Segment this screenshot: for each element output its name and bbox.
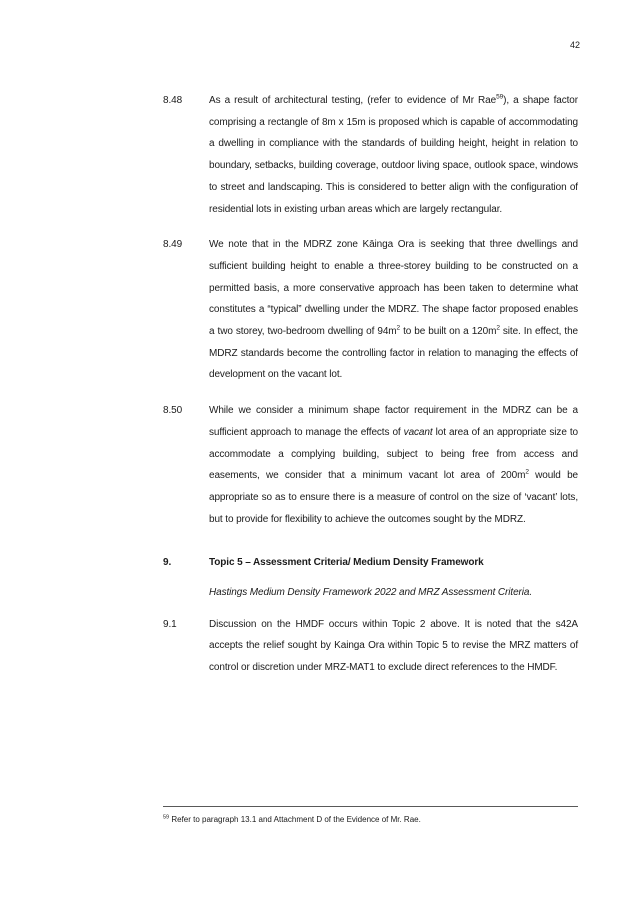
page-number: 42 <box>569 40 580 50</box>
paragraph-number: 9.1 <box>163 618 177 630</box>
paragraph-8-48 <box>163 90 578 220</box>
paragraph-text: We note that in the MDRZ zone Kāinga Ora is seeking that three dwellings and sufficient building height to enable a three-storey building to be constructed on a permitted basis, a more conservative approach has been taken to determine what constitutes a “typical” dwelling under the MDRZ. The shape factor proposed enables a two storey, two-bedroom dwelling of $94m^2$ to be built on a $120m^2$ site. In effect, the MDRZ standards become the controlling factor in relation to managing the effects of development on the vacant lot. <box>209 239 578 381</box>
paragraph-text: While we consider a minimum shape factor requirement in the MDRZ can be a sufficient approach to manage the effects of vacant lot area of an appropriate size to accommodate a complying building, subject to being free from access and easements, we consider that a minimum vacant lot area of $200m^2$ would be appropriate so as to ensure there is a measure of control on the size of ‘vacant’ lots, but to provide for flexibility to achieve the outcomes sought by the MDRZ. <box>209 405 578 525</box>
footnote-area <box>163 806 578 825</box>
section-number: 9. <box>163 557 172 569</box>
section-9-subtitle <box>163 582 578 604</box>
section-subtitle: Hastings Medium Density Framework 2022 and MRZ Assessment Criteria. <box>209 587 533 599</box>
footnote-marker: 59 <box>163 814 170 821</box>
section-title: Topic 5 – Assessment Criteria/ Medium Density Framework <box>209 557 484 569</box>
paragraph-8-50 <box>163 400 578 530</box>
paragraph-9-1 <box>163 614 578 679</box>
subtitle-spacer <box>163 582 209 604</box>
section-9-heading <box>163 552 578 574</box>
paragraph-text: Discussion on the HMDF occurs within Topic 2 above. It is noted that the s42A accepts the relief sought by Kainga Ora within Topic 5 to revise the MRZ matters of control or discretion under MRZ-MAT1 to exclude direct references to the HMDF. <box>209 618 578 674</box>
page-content <box>163 90 578 693</box>
paragraph-8-49 <box>163 234 578 386</box>
paragraph-number: 8.50 <box>163 405 183 417</box>
footnote-text: Refer to paragraph 13.1 and Attachment D of the Evidence of Mr. Rae. <box>169 815 421 824</box>
footnote-59 <box>163 814 578 825</box>
paragraph-number: 8.49 <box>163 239 183 251</box>
paragraph-text: As a result of architectural testing, (refer to evidence of Mr Rae$^{59}$), a shape factor comprising a rectangle of 8m x 15m is proposed which is capable of accommodating a dwelling in compliance with the standards of building height, height in relation to boundary, setbacks, building coverage, outdoor living space, outlook space, windows to street and landscaping. This is considered to better align with the configuration of residential lots in existing urban areas which are largely rectangular. <box>209 93 578 215</box>
paragraph-number: 8.48 <box>163 95 183 106</box>
footnote-separator-rule <box>163 806 578 807</box>
